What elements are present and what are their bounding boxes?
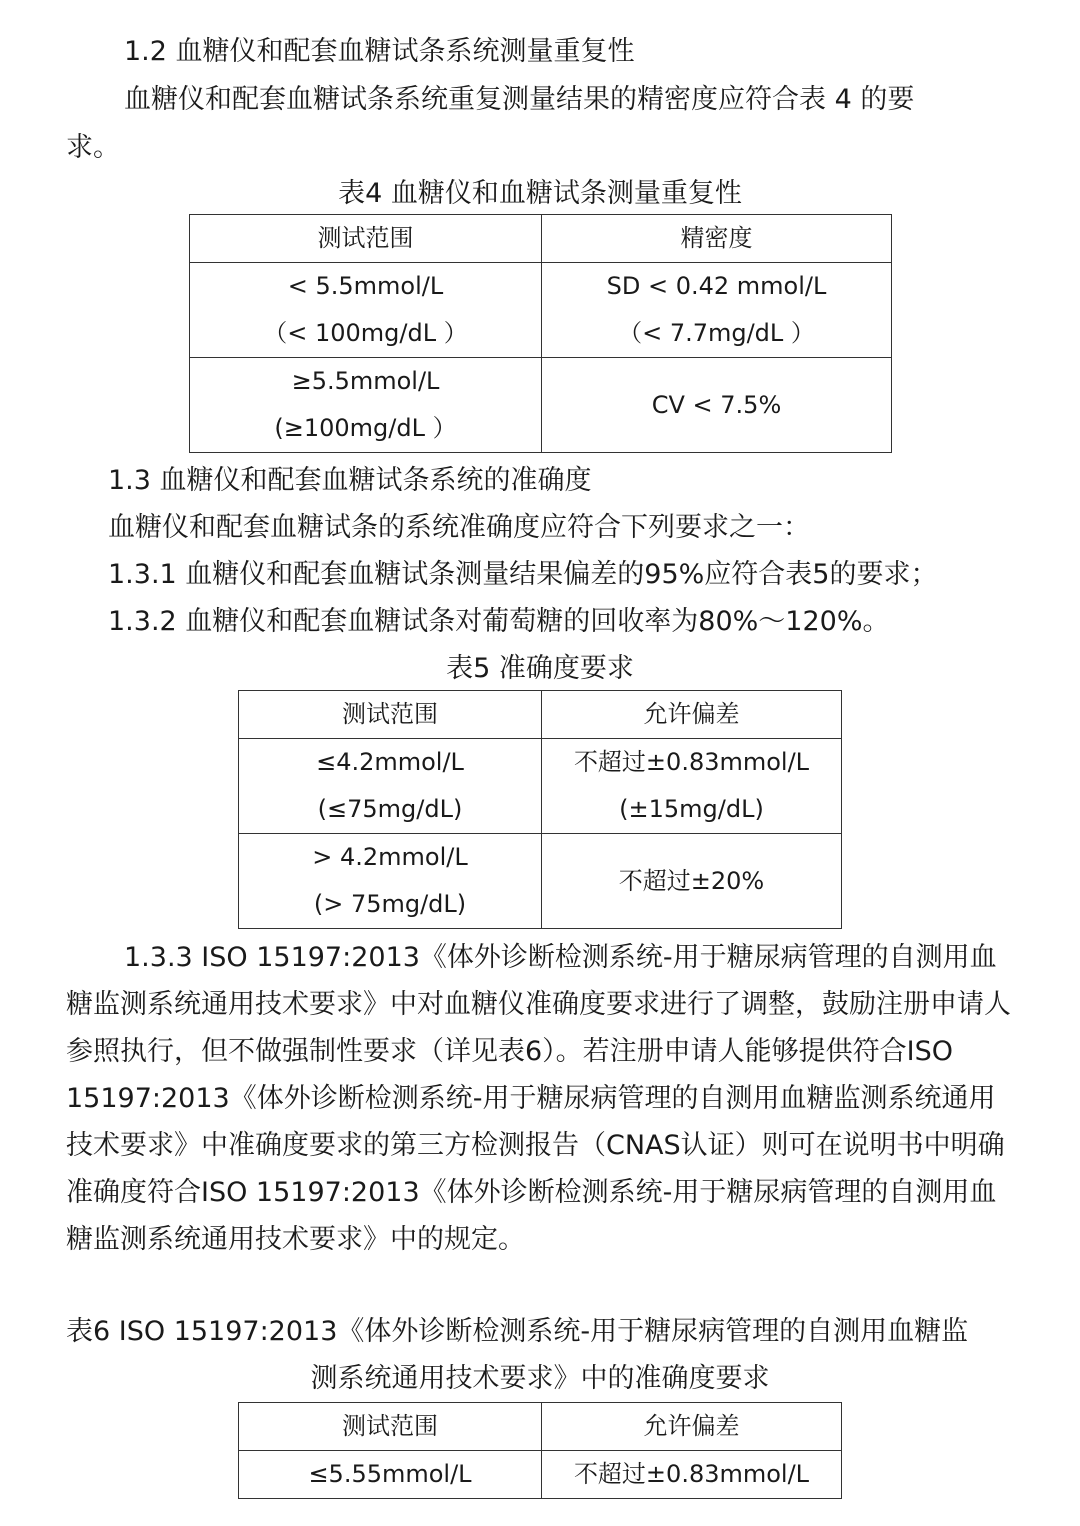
table-header-row bbox=[190, 215, 892, 263]
table-cell bbox=[190, 358, 542, 453]
table-cell: CV < 7.5% bbox=[542, 358, 892, 453]
cell-text: (≤75mg/dL) bbox=[317, 795, 463, 823]
table-cell bbox=[190, 263, 542, 358]
cell-text: （< 7.7mg/dL ） bbox=[618, 319, 815, 347]
table-4 bbox=[189, 214, 892, 453]
section-1-3-intro: 血糖仪和配套血糖试条的系统准确度应符合下列要求之一： bbox=[108, 512, 810, 543]
table-header-row bbox=[239, 1403, 842, 1451]
table-6-caption-line-1: 表6 ISO 15197:2013《体外诊断检测系统-用于糖尿病管理的自测用血糖监 bbox=[66, 1316, 969, 1347]
table-cell bbox=[239, 834, 542, 929]
cell-text: 不超过±0.83mmol/L bbox=[573, 748, 810, 776]
cell-text: < 5.5mmol/L bbox=[287, 272, 444, 300]
item-1-3-2: 1.3.2 血糖仪和配套血糖试条对葡萄糖的回收率为80%～120%。 bbox=[108, 606, 890, 637]
cell-text: SD < 0.42 mmol/L bbox=[606, 272, 827, 300]
table-header-cell: 测试范围 bbox=[239, 691, 542, 739]
section-1-3-3-text: 1.3.3 ISO 15197:2013《体外诊断检测系统-用于糖尿病管理的自测用血糖监测系统通用技术要求》中对血糖仪准确度要求进行了调整，鼓励注册申请人参照执行，但不做强制性要求（详见表6）。若注册申请人能够提供符合ISO 15197:2013《体外诊断检测系统-用于糖尿病管理的自测用血糖监测系统通用技术要求》中准确度要求的第三方检测报告（CNAS认证）则可在说明书中明确准确度符合ISO 15197:2013《体外诊断检测系统-用于糖尿病管理的自测用血糖监测系统通用技术要求》中的规定。 bbox=[66, 942, 1011, 1255]
table-5-caption: 表5 准确度要求 bbox=[446, 653, 634, 684]
cell-text: (> 75mg/dL) bbox=[313, 890, 467, 918]
section-1-2-paragraph-line-2: 求。 bbox=[66, 132, 120, 163]
table-cell: 不超过±20% bbox=[542, 834, 842, 929]
table-header-cell: 允许偏差 bbox=[542, 691, 842, 739]
table-cell bbox=[239, 739, 542, 834]
table-cell: 不超过±0.83mmol/L bbox=[542, 1451, 842, 1499]
table-5 bbox=[238, 690, 842, 929]
table-header-cell: 精密度 bbox=[542, 215, 892, 263]
cell-text: ≥5.5mmol/L bbox=[291, 367, 440, 395]
section-1-2-heading: 1.2 血糖仪和配套血糖试条系统测量重复性 bbox=[124, 36, 635, 67]
item-1-3-1: 1.3.1 血糖仪和配套血糖试条测量结果偏差的95%应符合表5的要求； bbox=[108, 559, 938, 590]
table-header-cell: 测试范围 bbox=[190, 215, 542, 263]
table-6 bbox=[238, 1402, 842, 1499]
table-4-caption: 表4 血糖仪和血糖试条测量重复性 bbox=[338, 178, 742, 209]
cell-text: (±15mg/dL) bbox=[619, 795, 764, 823]
table-row bbox=[239, 1451, 842, 1499]
section-1-3-3-paragraph bbox=[66, 934, 1016, 1263]
table-header-cell: 测试范围 bbox=[239, 1403, 542, 1451]
table-row bbox=[239, 834, 842, 929]
cell-text: （< 100mg/dL ） bbox=[263, 319, 468, 347]
table-cell: ≤5.55mmol/L bbox=[239, 1451, 542, 1499]
table-row bbox=[190, 263, 892, 358]
table-row bbox=[190, 358, 892, 453]
section-1-2-paragraph-line-1: 血糖仪和配套血糖试条系统重复测量结果的精密度应符合表 4 的要 bbox=[124, 84, 915, 115]
table-6-caption-line-2: 测系统通用技术要求》中的准确度要求 bbox=[310, 1363, 770, 1394]
table-row bbox=[239, 739, 842, 834]
cell-text: ≤4.2mmol/L bbox=[316, 748, 464, 776]
cell-text: > 4.2mmol/L bbox=[312, 843, 468, 871]
table-cell bbox=[542, 739, 842, 834]
table-cell bbox=[542, 263, 892, 358]
table-header-cell: 允许偏差 bbox=[542, 1403, 842, 1451]
table-header-row bbox=[239, 691, 842, 739]
section-1-3-heading: 1.3 血糖仪和配套血糖试条系统的准确度 bbox=[108, 465, 592, 496]
cell-text: (≥100mg/dL ） bbox=[274, 414, 457, 442]
